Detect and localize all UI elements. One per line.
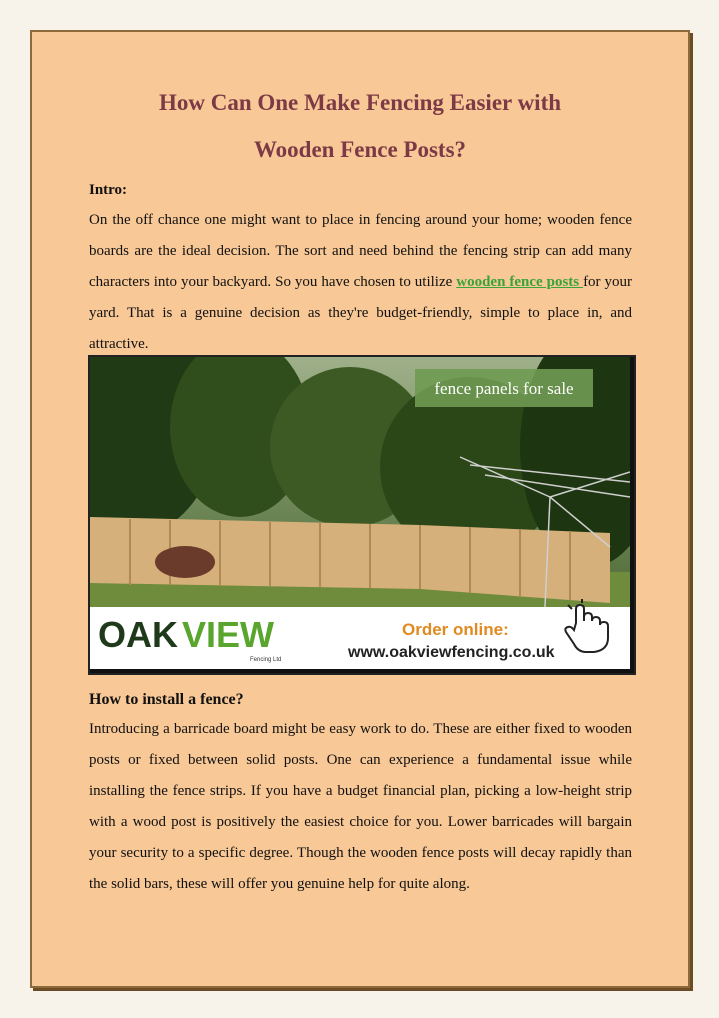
logo-view: VIEW <box>182 614 275 655</box>
intro-paragraph <box>89 205 632 360</box>
page-title-line2: Wooden Fence Posts? <box>253 137 467 162</box>
logo-subtext: Fencing Ltd <box>250 657 282 663</box>
intro-heading: Intro: <box>89 182 128 198</box>
order-label: Order online: <box>402 620 509 639</box>
wooden-fence-posts-link[interactable]: wooden fence posts <box>456 274 584 290</box>
logo-oak: OAK <box>98 614 178 655</box>
install-paragraph: Introducing a barricade board might be easy work to do. These are either fixed to wooden posts or fixed between solid posts. One can experience a fundamental issue while installing the fence strips. If you have a budget financial plan, picking a low-height strip with a wood post is positively the easiest choice for you. Lower barricades will bargain your security to a specific degree. Though the wooden fence posts will decay rapidly than the solid bars, these will offer you genuine help for quite along. <box>89 721 632 892</box>
intro-text-after: for your yard. That is a genuine decision as they're budget-friendly, simple to place in, and attractive. <box>89 274 632 352</box>
document-page <box>30 30 690 988</box>
intro-text-before: On the off chance one might want to place in fencing around your home; wooden fence boards are the ideal decision. The sort and need behind the fencing strip can add many characters into your backyard. So you have chosen to utilize <box>89 212 632 290</box>
fence-photo-svg <box>90 357 630 669</box>
order-url: www.oakviewfencing.co.uk <box>348 644 555 661</box>
section-heading-install: How to install a fence? <box>89 691 244 708</box>
banner-text: fence panels for sale <box>434 379 574 398</box>
fence-advert-image <box>88 355 636 675</box>
page-title-line1: How Can One Make Fencing Easier with <box>158 90 562 115</box>
flower-bed <box>155 546 215 578</box>
